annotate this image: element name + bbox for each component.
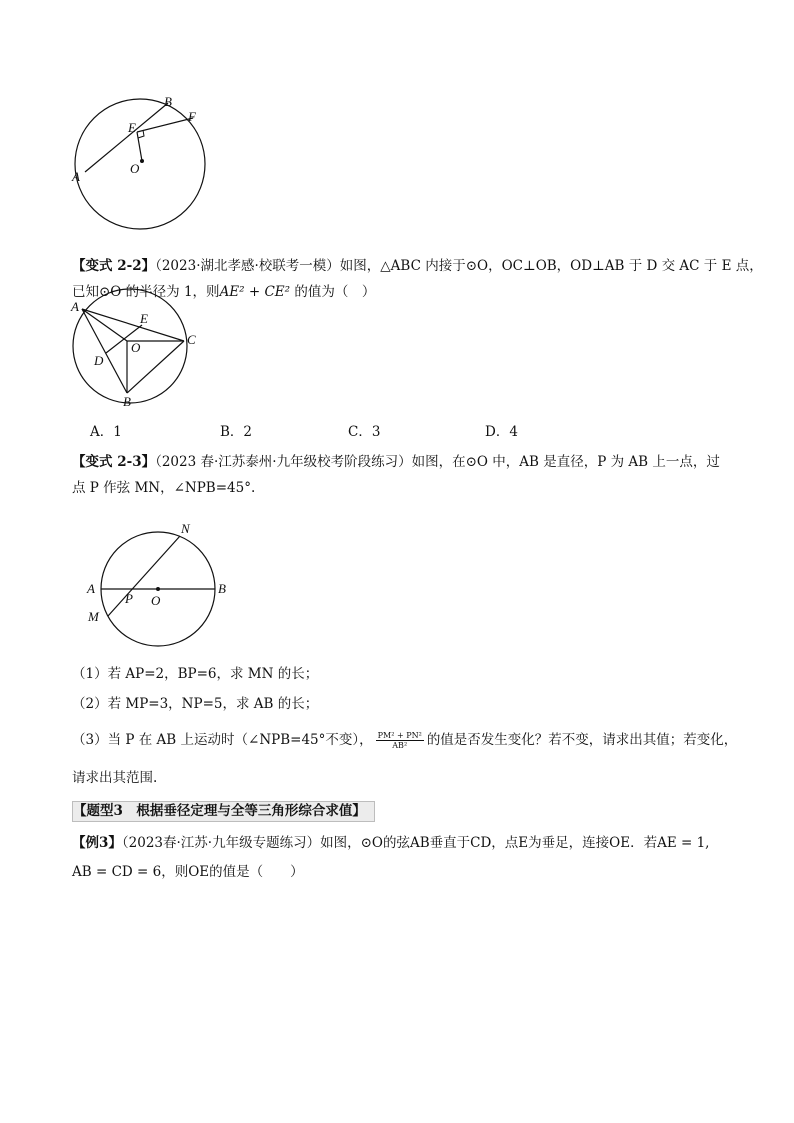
center-dot (140, 159, 144, 163)
option-a[interactable]: A．1 (90, 424, 122, 440)
question-3-line1 (72, 730, 737, 750)
variant-2-3-text-a: 如图，在⊙O 中，AB 是直径，P 为 AB 上一点，过 (411, 454, 720, 470)
example-3-line1 (72, 833, 709, 853)
example-3-tag: 【例3】 (72, 835, 122, 851)
figure-circle-chord-perpendicular (60, 90, 220, 230)
label-p: P (125, 591, 133, 606)
label-b: B (164, 94, 172, 109)
circle-o (73, 289, 187, 403)
variant-2-3-text-b: 点 P 作弦 MN，∠NPB=45°. (72, 480, 256, 496)
label-c: C (187, 332, 196, 347)
label-o: O (131, 340, 141, 355)
variant-2-2-source: （2023·湖北孝感·校联考一模） (155, 258, 340, 274)
section-heading: 【题型3 根据垂径定理与全等三角形综合求值】 (72, 801, 375, 822)
question-2: （2）若 MP=3，NP=5，求 AB 的长； (72, 696, 319, 712)
label-a: A (72, 169, 80, 184)
segment-ef (137, 118, 193, 132)
chord-ab (85, 103, 168, 172)
example-3-source: （2023春·江苏·九年级专题练习） (121, 835, 321, 851)
label-e: E (128, 120, 136, 135)
label-b: B (218, 581, 226, 596)
label-f: F (188, 109, 196, 124)
label-d: D (94, 353, 104, 368)
variant-2-2-text-b: 已知⊙O 的半径为 1，则 (72, 284, 220, 300)
example-3-text-a: 如图，⊙O的弦AB垂直于CD，点E为垂足，连接OE．若AE = 1, (320, 835, 710, 851)
variant-2-2-text-c: 的值为（ ） (290, 284, 376, 300)
center-dot (156, 587, 160, 591)
question-1: （1）若 AP=2，BP=6，求 MN 的长； (72, 666, 319, 682)
label-n: N (181, 521, 190, 536)
fraction-numerator: PM² + PN² (377, 731, 422, 740)
segment-ac (82, 309, 184, 341)
question-3-pre: （3）当 P 在 AB 上运动时（∠NPB=45°不变）， (72, 732, 373, 748)
label-e: E (140, 311, 148, 326)
question-3-line2: 请求出其范围. (72, 770, 158, 786)
question-3-post: 的值是否发生变化？若不变，请求出其值；若变化， (426, 732, 738, 748)
figure-inscribed-triangle (60, 285, 210, 410)
variant-2-2-tag: 【变式 2-2】 (72, 258, 156, 274)
variant-2-3-line1 (72, 452, 720, 472)
variant-2-3-tag: 【变式 2-3】 (72, 454, 156, 470)
segment-oe (137, 132, 142, 161)
segment-ao (82, 309, 127, 341)
fraction-denominator: AB² (392, 741, 408, 750)
variant-2-2-line1 (72, 256, 763, 276)
example-3-line2: AB = CD = 6，则OE的值是（ ） (72, 864, 304, 880)
option-c[interactable]: C．3 (348, 424, 381, 440)
ratio-fraction (376, 731, 424, 750)
variant-2-2-expr: AE² + CE² (219, 284, 291, 300)
label-a: A (87, 581, 95, 596)
label-m: M (88, 609, 99, 624)
label-b: B (123, 394, 131, 409)
figure-diameter-chord (80, 518, 240, 653)
label-o: O (130, 161, 140, 176)
variant-2-2-text-a: 如图，△ABC 内接于⊙O，OC⊥OB，OD⊥AB 于 D 交 AC 于 E 点， (339, 258, 763, 274)
option-d[interactable]: D．4 (485, 424, 518, 440)
option-b[interactable]: B．2 (220, 424, 253, 440)
variant-2-3-line2 (72, 478, 255, 498)
label-a: A (71, 299, 79, 314)
variant-2-3-source: （2023 春·江苏泰州·九年级校考阶段练习） (155, 454, 412, 470)
label-o: O (151, 593, 161, 608)
